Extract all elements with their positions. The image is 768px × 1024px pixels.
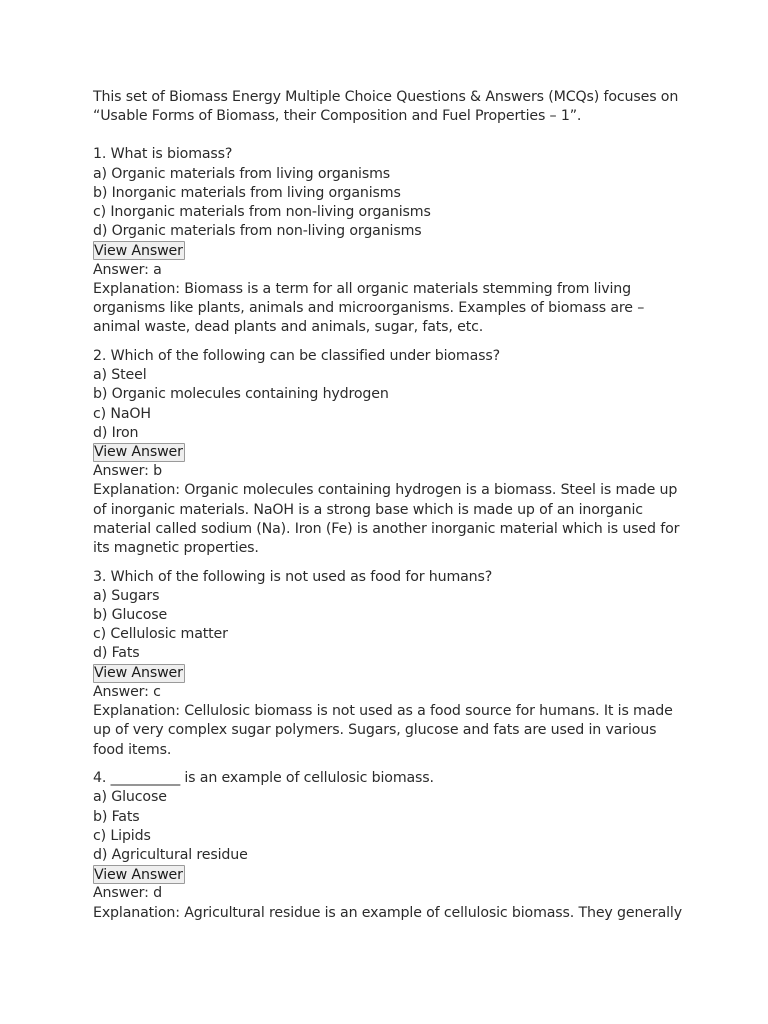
question-block bbox=[93, 145, 683, 337]
explanation-text: Explanation: Organic molecules containing hydrogen is a biomass. Steel is made up of inorganic materials. NaOH is a strong base which is made up of an inorganic material called sodium (Na). Iron (Fe) is another inorganic material which is used for its magnetic properties. bbox=[93, 482, 680, 556]
option-d: d) Organic materials from non-living organisms bbox=[93, 223, 422, 240]
view-answer-button[interactable]: View Answer bbox=[94, 866, 183, 883]
answer-text: Answer: b bbox=[93, 463, 162, 480]
question-block bbox=[93, 568, 683, 760]
option-a: a) Sugars bbox=[93, 587, 160, 604]
question-text: 3. Which of the following is not used as food for humans? bbox=[93, 568, 493, 585]
question-text: 1. What is biomass? bbox=[93, 146, 233, 163]
answer-text: Answer: a bbox=[93, 261, 162, 278]
option-c: c) Cellulosic matter bbox=[93, 626, 228, 643]
answer-text: Answer: d bbox=[93, 885, 162, 902]
view-answer-button[interactable]: View Answer bbox=[94, 242, 183, 259]
question-block bbox=[93, 347, 683, 558]
intro-paragraph: This set of Biomass Energy Multiple Choice Questions & Answers (MCQs) focuses on “Usable Forms of Biomass, their Composition and Fuel Properties – 1”. bbox=[93, 89, 679, 125]
explanation-text: Explanation: Biomass is a term for all organic materials stemming from living organisms like plants, animals and microorganisms. Examples of biomass are – animal waste, dead plants and animals, sugar, fats, etc. bbox=[93, 280, 645, 336]
option-a: a) Organic materials from living organisms bbox=[93, 165, 391, 182]
option-c: c) NaOH bbox=[93, 405, 151, 422]
option-d: d) Fats bbox=[93, 645, 140, 662]
option-b: b) Fats bbox=[93, 808, 140, 825]
question-text: 4. __________ is an example of cellulosic biomass. bbox=[93, 770, 434, 787]
option-b: b) Organic molecules containing hydrogen bbox=[93, 386, 389, 403]
option-d: d) Agricultural residue bbox=[93, 847, 248, 864]
explanation-text: Explanation: Cellulosic biomass is not used as a food source for humans. It is made up of very complex sugar polymers. Sugars, glucose and fats are used in various food items. bbox=[93, 703, 673, 758]
option-b: b) Inorganic materials from living organisms bbox=[93, 184, 401, 201]
view-answer-button[interactable]: View Answer bbox=[94, 665, 183, 682]
option-b: b) Glucose bbox=[93, 607, 168, 624]
option-c: c) Inorganic materials from non-living organisms bbox=[93, 204, 431, 221]
view-answer-button[interactable]: View Answer bbox=[94, 444, 183, 461]
question-block bbox=[93, 769, 683, 923]
document-page bbox=[93, 88, 683, 932]
question-text: 2. Which of the following can be classified under biomass? bbox=[93, 347, 500, 364]
option-a: a) Steel bbox=[93, 367, 147, 384]
explanation-text: Explanation: Agricultural residue is an example of cellulosic biomass. They generally bbox=[93, 904, 682, 921]
option-c: c) Lipids bbox=[93, 827, 151, 844]
option-a: a) Glucose bbox=[93, 789, 167, 806]
option-d: d) Iron bbox=[93, 424, 139, 441]
answer-text: Answer: c bbox=[93, 683, 161, 700]
